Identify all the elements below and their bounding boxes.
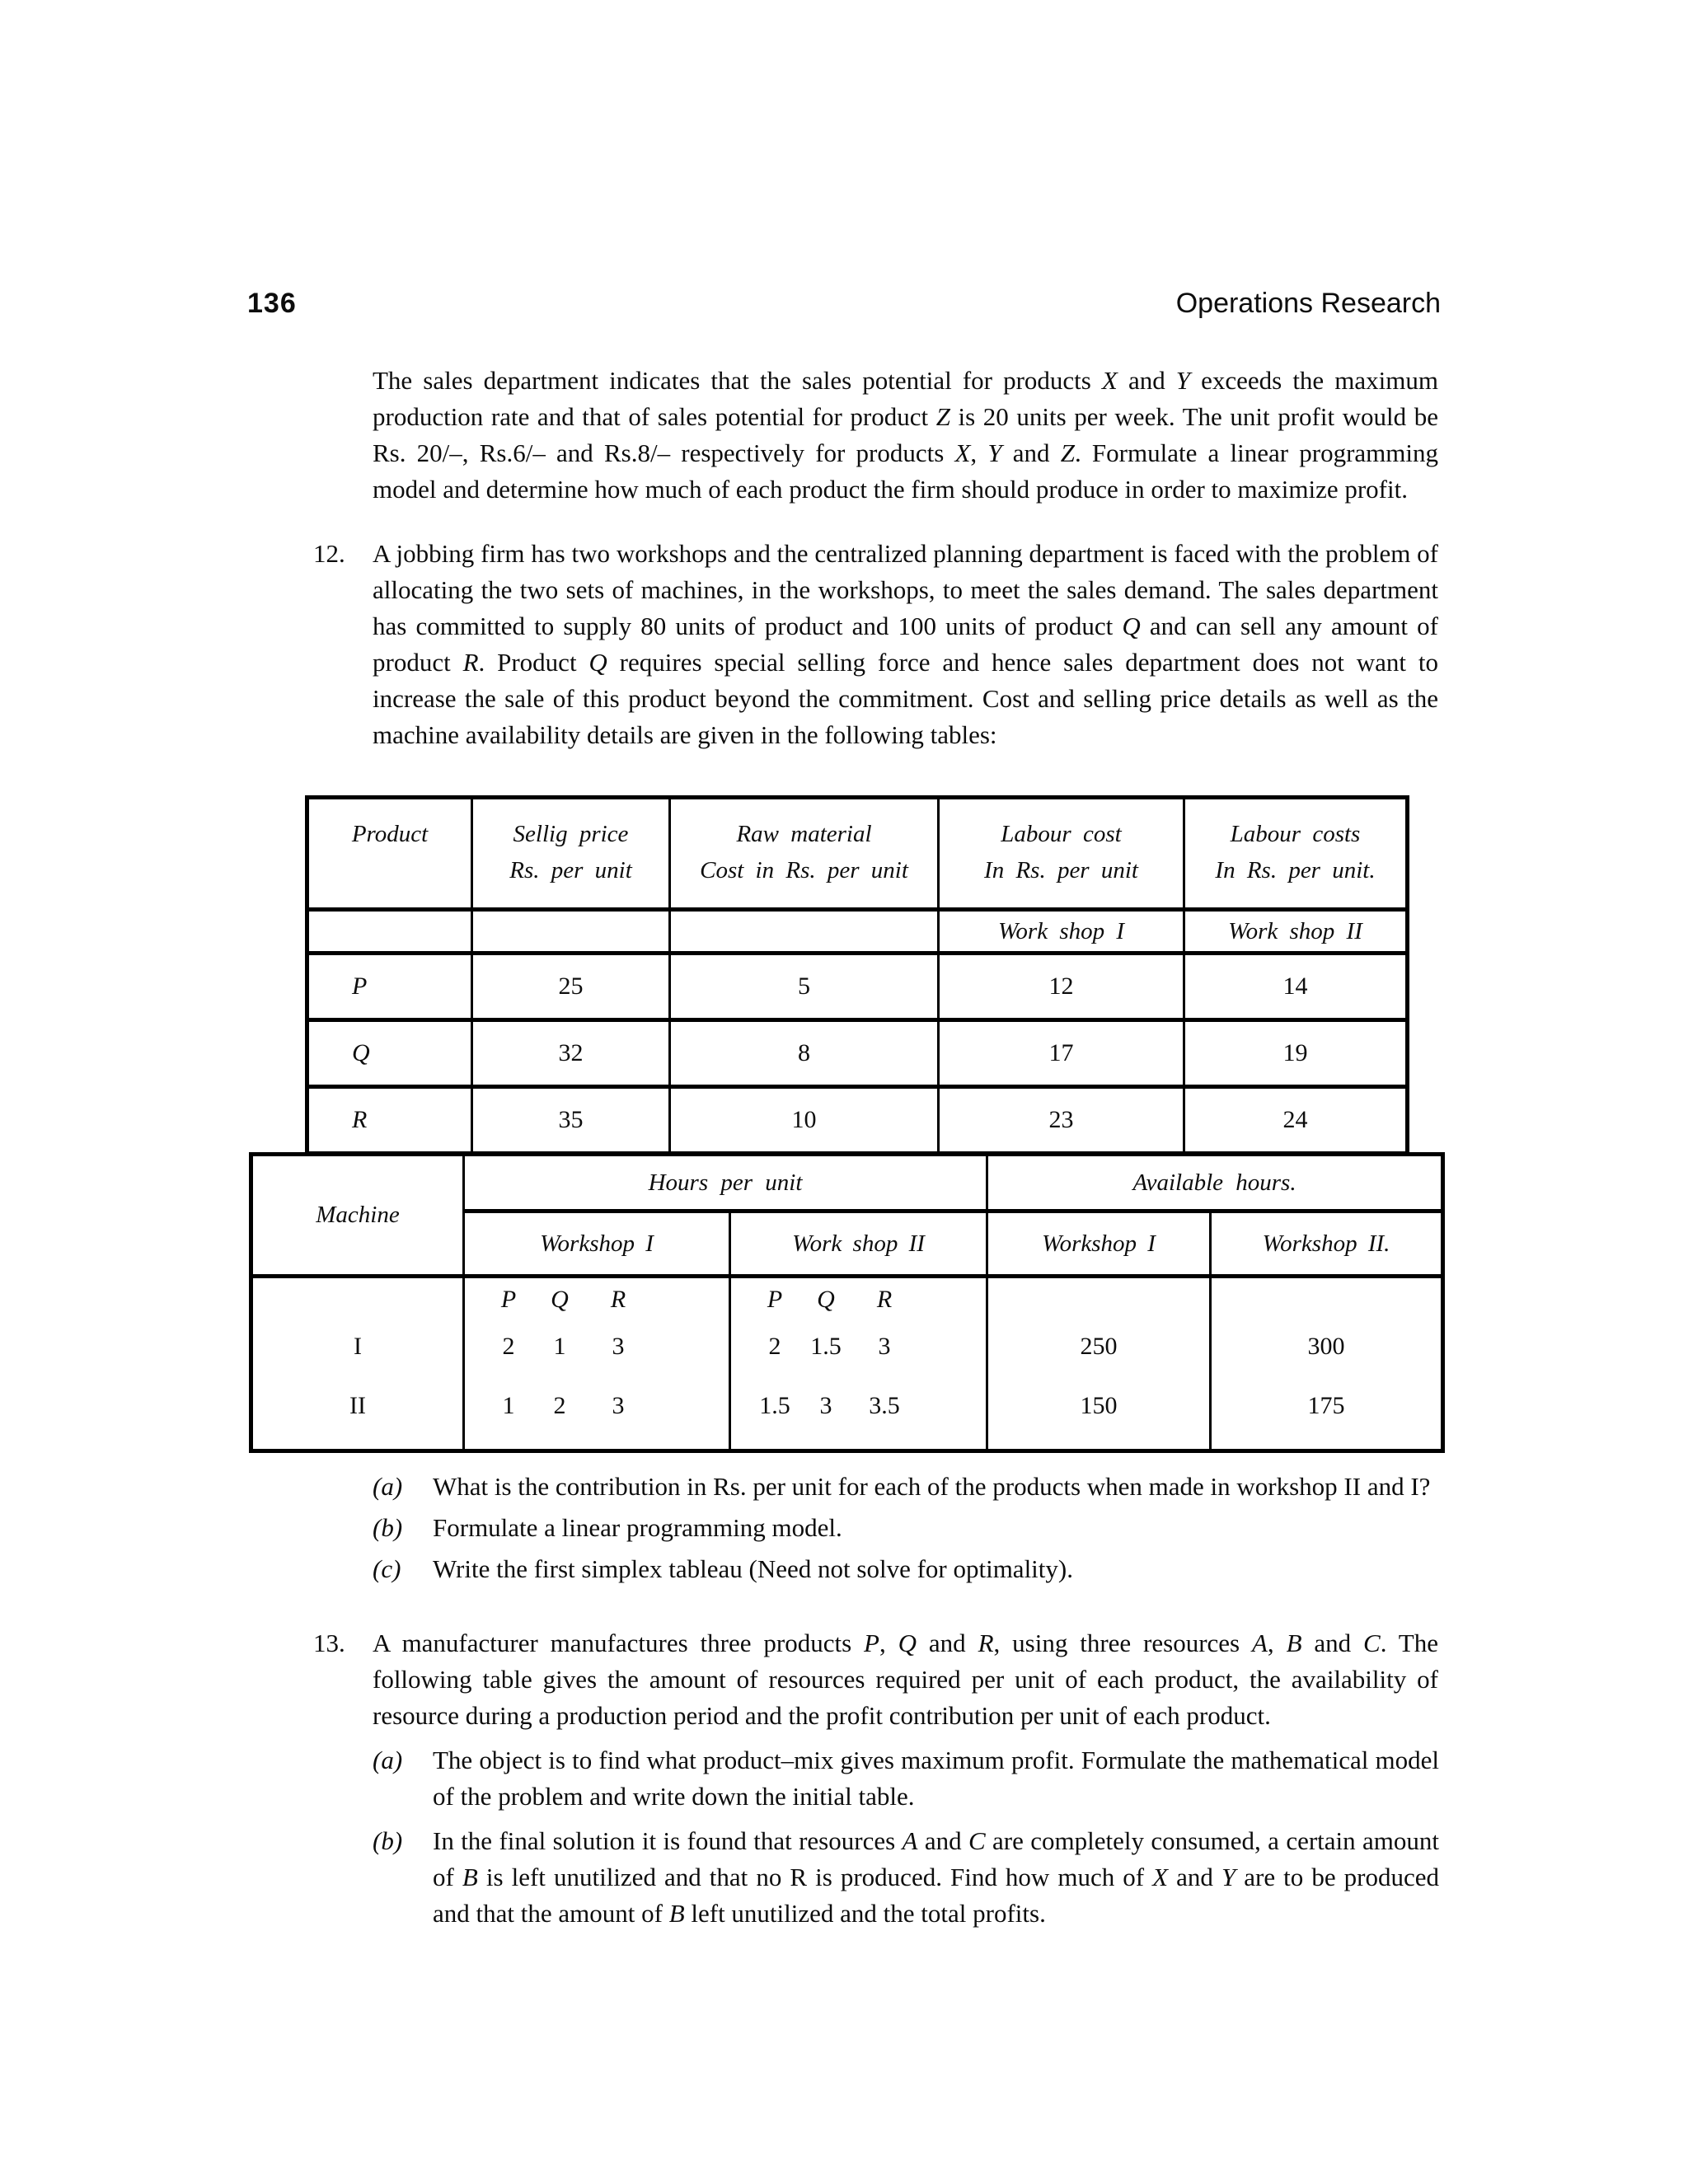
pqr-header-row (731, 1278, 986, 1321)
question-text: The object is to find what product–mix gives maximum profit. Formulate the mathematical model of the problem and write down the initial table. (433, 1746, 1439, 1811)
product-cell: P (307, 954, 472, 1020)
machine-I-hours-ws1 (465, 1321, 729, 1372)
labour-ws2-cell: 24 (1184, 1087, 1408, 1154)
question-label: (a) (373, 1472, 403, 1501)
pqr-header-row (465, 1278, 729, 1321)
table1-row-Q (307, 1020, 1408, 1087)
page-header (247, 287, 1441, 320)
table2-header-hours-per-unit: Hours per unit (464, 1155, 987, 1212)
question-13a (373, 1742, 1439, 1815)
table1-header-product (307, 798, 472, 910)
table2-body-row (251, 1277, 1443, 1451)
hours-value: 3 (612, 1392, 625, 1419)
empty-cell (307, 910, 472, 954)
question-13b (373, 1823, 1439, 1932)
machine-I-label: I (354, 1333, 362, 1360)
labour-ws1-cell: 17 (939, 1020, 1184, 1087)
table2-subheader-avail-ws2: Workshop II. (1211, 1212, 1443, 1277)
labour-ws1-cell: 23 (939, 1087, 1184, 1154)
problem-13-number: 13. (313, 1629, 345, 1657)
problem-12 (313, 536, 1439, 753)
hours-value: 2 (768, 1333, 781, 1360)
table2-subheader-hours-ws1: Workshop I (464, 1212, 730, 1277)
intro-paragraph: The sales department indicates that the sales potential for products X and Y exceeds the maximum production rate and that of sales potential for product Z is 20 units per week. The unit profit would be Rs. 20/–, Rs.6/– and Rs.8/– respectively for products X, Y and Z. Formulate a linear programming model and determine how much of each product the firm should produce in order to maximize profit. (373, 366, 1438, 504)
hours-value: 2 (502, 1333, 515, 1360)
raw-material-cell: 10 (670, 1087, 939, 1154)
hours-workshop1-cell (464, 1277, 730, 1451)
header-line: Sellig price (513, 821, 629, 847)
header-line: Rs. per unit (509, 857, 632, 883)
empty-cell (988, 1278, 1209, 1321)
running-head-title: Operations Research (1175, 288, 1441, 319)
problem-13 (313, 1625, 1439, 1932)
labour-ws1-cell: 12 (939, 954, 1184, 1020)
machine-II-hours-ws2 (731, 1372, 986, 1440)
cost-selling-price-table (305, 795, 1409, 1155)
available-ws1-machine-I: 250 (1080, 1333, 1118, 1360)
problem-12-text: A jobbing firm has two workshops and the centralized planning department is faced with the problem of allocating the two sets of machines, in the workshops, to meet the sales demand. The sales department has committed to supply 80 units of product and 100 units of product Q and can sell any amount of product R. Product Q requires special selling force and hence sales department does not want to increase the sale of this product beyond the commitment. Cost and selling price details as well as the machine availability details are given in the following tables: (373, 539, 1438, 749)
selling-price-cell: 25 (472, 954, 670, 1020)
empty-cell (472, 910, 670, 954)
selling-price-cell: 35 (472, 1087, 670, 1154)
question-12c (373, 1551, 1439, 1587)
available-ws1-machine-II: 150 (1080, 1392, 1118, 1419)
question-label: (c) (373, 1554, 401, 1583)
table2-subheader-hours-ws2: Work shop II (730, 1212, 987, 1277)
question-12a (373, 1469, 1439, 1505)
pqr-q: Q (817, 1286, 835, 1313)
table2-header-available-hours: Available hours. (987, 1155, 1443, 1212)
machine-labels-cell (251, 1277, 464, 1451)
pqr-q: Q (551, 1286, 569, 1313)
header-line: In Rs. per unit (984, 857, 1138, 883)
table2-header-machine: Machine (251, 1155, 464, 1277)
header-line: Raw material (736, 821, 872, 847)
table1-header-selling-price (472, 798, 670, 910)
hours-value: 1.5 (810, 1333, 842, 1360)
machine-II-label: II (349, 1392, 366, 1419)
problem-12-questions (373, 1469, 1439, 1587)
hours-workshop2-cell (730, 1277, 987, 1451)
hours-value: 3 (878, 1333, 891, 1360)
hours-value: 3.5 (869, 1392, 900, 1419)
question-label: (b) (373, 1826, 403, 1855)
problem-12-number: 12. (313, 539, 345, 568)
selling-price-cell: 32 (472, 1020, 670, 1087)
header-line: Labour cost (1001, 821, 1122, 847)
table1-row-P (307, 954, 1408, 1020)
product-cell: R (307, 1087, 472, 1154)
hours-value: 3 (612, 1333, 625, 1360)
table1-header-labour-cost-ws1 (939, 798, 1184, 910)
available-workshop1-cell (987, 1277, 1211, 1451)
machine-hours-table (249, 1152, 1445, 1453)
header-line: Labour costs (1230, 821, 1361, 847)
available-workshop2-cell (1211, 1277, 1443, 1451)
problem-13-paragraph (313, 1625, 1439, 1734)
header-line: In Rs. per unit. (1215, 857, 1376, 883)
machine-II-hours-ws1 (465, 1372, 729, 1440)
table1-row-R (307, 1087, 1408, 1154)
table1-subheader-workshop1: Work shop I (939, 910, 1184, 954)
hours-value: 1 (553, 1333, 566, 1360)
labour-ws2-cell: 14 (1184, 954, 1408, 1020)
pqr-r: R (610, 1286, 626, 1313)
empty-cell (670, 910, 939, 954)
labour-ws2-cell: 19 (1184, 1020, 1408, 1087)
question-label: (a) (373, 1746, 403, 1774)
hours-value: 1.5 (759, 1392, 790, 1419)
pqr-r: R (876, 1286, 893, 1313)
question-text: In the final solution it is found that resources A and C are completely consumed, a certain amount of B is left unutilized and that no R is produced. Find how much of X and Y are to be produced and that the amount of B left unutilized and the total profits. (433, 1826, 1440, 1928)
question-text: Formulate a linear programming model. (433, 1513, 842, 1542)
question-12b (373, 1510, 1439, 1546)
table1-subheader-workshop2: Work shop II (1184, 910, 1408, 954)
table2-subheader-avail-ws1: Workshop I (987, 1212, 1211, 1277)
pqr-p: P (500, 1286, 517, 1313)
empty-cell (1212, 1278, 1441, 1321)
pqr-p: P (767, 1286, 783, 1313)
machine-I-hours-ws2 (731, 1321, 986, 1372)
hours-value: 3 (819, 1392, 832, 1419)
question-text: What is the contribution in Rs. per unit for each of the products when made in workshop II and I? (433, 1472, 1431, 1501)
header-line: Product (351, 821, 429, 847)
available-ws2-machine-II: 175 (1307, 1392, 1345, 1419)
header-line: Cost in Rs. per unit (700, 857, 908, 883)
question-label: (b) (373, 1513, 403, 1542)
page-number: 136 (247, 288, 297, 319)
table1-subheader-row (307, 910, 1408, 954)
raw-material-cell: 8 (670, 1020, 939, 1087)
hours-value: 2 (553, 1392, 566, 1419)
table2-group-header-row (251, 1155, 1443, 1212)
hours-value: 1 (502, 1392, 515, 1419)
table1-header-raw-material (670, 798, 939, 910)
problem-13-text: A manufacturer manufactures three products P, Q and R, using three resources A, B and C. The following table gives the amount of resources required per unit of each product, the availability of resource during a production period and the profit contribution per unit of each product. (373, 1629, 1439, 1730)
question-text: Write the first simplex tableau (Need not solve for optimality). (433, 1554, 1073, 1583)
raw-material-cell: 5 (670, 954, 939, 1020)
product-cell: Q (307, 1020, 472, 1087)
table1-header-labour-cost-ws2 (1184, 798, 1408, 910)
empty-cell (253, 1278, 462, 1321)
available-ws2-machine-I: 300 (1307, 1333, 1345, 1360)
table1-header-row (307, 798, 1408, 910)
